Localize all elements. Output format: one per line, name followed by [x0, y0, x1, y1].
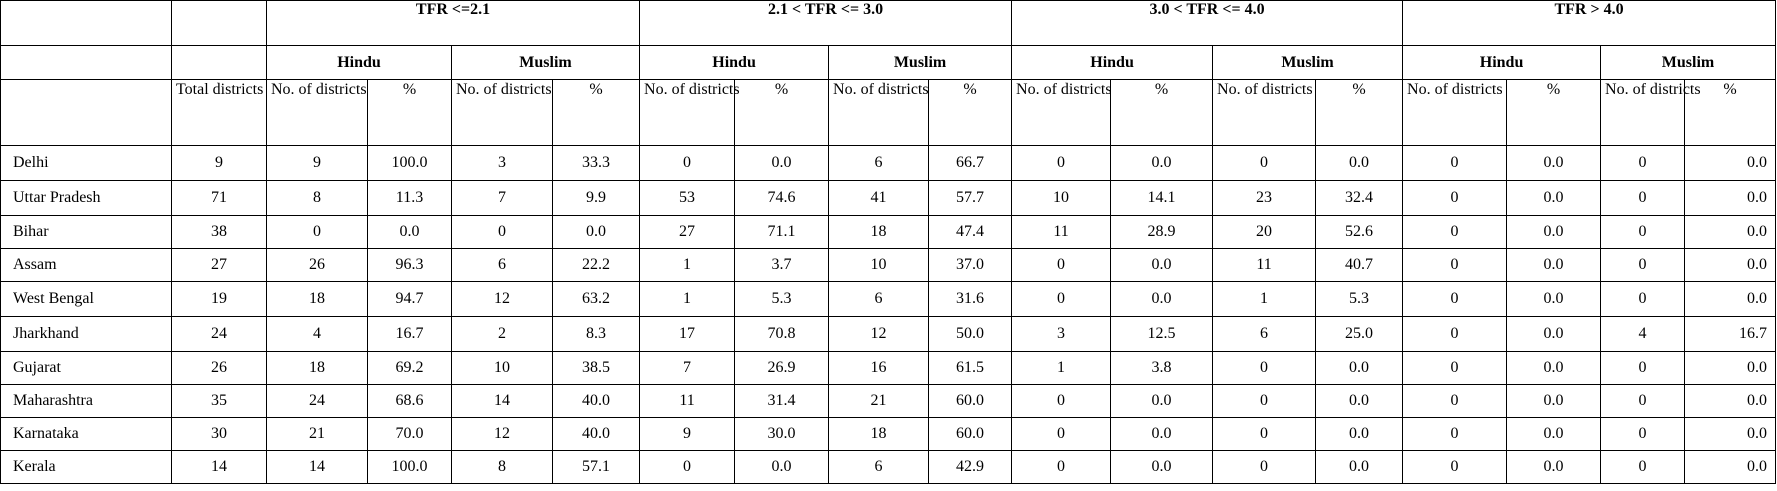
percent-cell: 63.2: [553, 282, 640, 317]
percent-cell: 0.0: [1316, 451, 1403, 484]
count-header: No. of districts: [1601, 80, 1685, 146]
district-count-cell: 7: [640, 352, 735, 385]
empty-header-cell: [1, 1, 172, 46]
percent-cell: 0.0: [1685, 451, 1776, 484]
district-count-cell: 0: [1012, 282, 1111, 317]
percent-cell: 0.0: [1507, 385, 1601, 418]
total-districts-cell: 71: [172, 181, 267, 216]
percent-header: %: [368, 80, 452, 146]
percent-cell: 40.0: [553, 418, 640, 451]
district-count-cell: 0: [1403, 282, 1507, 317]
district-count-cell: 0: [1601, 282, 1685, 317]
religion-header: Hindu: [267, 46, 452, 80]
percent-cell: 74.6: [735, 181, 829, 216]
percent-cell: 33.3: [553, 146, 640, 181]
percent-cell: 57.7: [929, 181, 1012, 216]
district-count-cell: 6: [829, 451, 929, 484]
percent-cell: 61.5: [929, 352, 1012, 385]
district-count-cell: 0: [1012, 146, 1111, 181]
percent-cell: 40.0: [553, 385, 640, 418]
percent-cell: 0.0: [1316, 385, 1403, 418]
district-count-cell: 0: [1601, 249, 1685, 282]
percent-cell: 5.3: [735, 282, 829, 317]
district-count-cell: 0: [1403, 317, 1507, 352]
percent-cell: 0.0: [1507, 181, 1601, 216]
district-count-cell: 3: [1012, 317, 1111, 352]
count-header: No. of districts: [1403, 80, 1507, 146]
percent-cell: 31.4: [735, 385, 829, 418]
state-name-cell: Delhi: [1, 146, 172, 181]
district-count-cell: 3: [452, 146, 553, 181]
percent-cell: 3.8: [1111, 352, 1213, 385]
district-count-cell: 0: [1601, 181, 1685, 216]
percent-header: %: [735, 80, 829, 146]
state-name-cell: Karnataka: [1, 418, 172, 451]
percent-cell: 0.0: [1111, 451, 1213, 484]
band-header: TFR <=2.1: [267, 1, 640, 46]
empty-header-cell: [1, 80, 172, 146]
state-name-cell: Maharashtra: [1, 385, 172, 418]
religion-header: Hindu: [640, 46, 829, 80]
percent-cell: 69.2: [368, 352, 452, 385]
percent-cell: 40.7: [1316, 249, 1403, 282]
percent-cell: 16.7: [368, 317, 452, 352]
district-count-cell: 0: [640, 146, 735, 181]
subheader-row: [1, 80, 1776, 146]
district-count-cell: 0: [267, 216, 368, 249]
percent-cell: 22.2: [553, 249, 640, 282]
total-districts-cell: 35: [172, 385, 267, 418]
district-count-cell: 53: [640, 181, 735, 216]
percent-cell: 0.0: [1111, 282, 1213, 317]
district-count-cell: 4: [267, 317, 368, 352]
percent-cell: 0.0: [1316, 352, 1403, 385]
district-count-cell: 0: [1601, 451, 1685, 484]
religion-header: Hindu: [1403, 46, 1601, 80]
religion-header: Muslim: [1213, 46, 1403, 80]
percent-cell: 100.0: [368, 146, 452, 181]
percent-cell: 0.0: [1316, 418, 1403, 451]
table-row: [1, 385, 1776, 418]
district-count-cell: 26: [267, 249, 368, 282]
percent-cell: 42.9: [929, 451, 1012, 484]
percent-cell: 26.9: [735, 352, 829, 385]
district-count-cell: 12: [452, 282, 553, 317]
district-count-cell: 0: [1601, 385, 1685, 418]
district-count-cell: 0: [1601, 216, 1685, 249]
district-count-cell: 8: [267, 181, 368, 216]
percent-cell: 0.0: [1111, 146, 1213, 181]
state-name-cell: Bihar: [1, 216, 172, 249]
percent-cell: 32.4: [1316, 181, 1403, 216]
table-row: [1, 282, 1776, 317]
district-count-cell: 0: [452, 216, 553, 249]
district-count-cell: 6: [829, 146, 929, 181]
table-row: [1, 216, 1776, 249]
count-header: No. of districts: [267, 80, 368, 146]
religion-header: Muslim: [829, 46, 1012, 80]
percent-cell: 28.9: [1111, 216, 1213, 249]
percent-cell: 5.3: [1316, 282, 1403, 317]
percent-cell: 25.0: [1316, 317, 1403, 352]
percent-cell: 14.1: [1111, 181, 1213, 216]
percent-cell: 0.0: [1507, 249, 1601, 282]
table-row: [1, 451, 1776, 484]
percent-cell: 0.0: [1507, 317, 1601, 352]
district-count-cell: 10: [1012, 181, 1111, 216]
district-count-cell: 18: [267, 282, 368, 317]
district-count-cell: 0: [1403, 181, 1507, 216]
district-count-cell: 1: [640, 282, 735, 317]
percent-cell: 52.6: [1316, 216, 1403, 249]
percent-cell: 71.1: [735, 216, 829, 249]
district-count-cell: 12: [829, 317, 929, 352]
percent-cell: 37.0: [929, 249, 1012, 282]
religion-header-row: [1, 46, 1776, 80]
percent-cell: 0.0: [735, 451, 829, 484]
district-count-cell: 0: [1403, 385, 1507, 418]
percent-cell: 0.0: [1507, 451, 1601, 484]
percent-cell: 96.3: [368, 249, 452, 282]
district-count-cell: 0: [1403, 216, 1507, 249]
percent-cell: 57.1: [553, 451, 640, 484]
district-count-cell: 0: [1403, 249, 1507, 282]
district-count-cell: 16: [829, 352, 929, 385]
district-count-cell: 24: [267, 385, 368, 418]
district-count-cell: 41: [829, 181, 929, 216]
district-count-cell: 0: [1012, 249, 1111, 282]
district-count-cell: 6: [1213, 317, 1316, 352]
percent-header: %: [1685, 80, 1776, 146]
district-count-cell: 27: [640, 216, 735, 249]
district-count-cell: 20: [1213, 216, 1316, 249]
percent-header: %: [1507, 80, 1601, 146]
percent-header: %: [553, 80, 640, 146]
percent-cell: 68.6: [368, 385, 452, 418]
district-count-cell: 0: [1213, 352, 1316, 385]
table-row: [1, 352, 1776, 385]
tfr-band-header-row: [1, 1, 1776, 46]
percent-cell: 0.0: [1507, 146, 1601, 181]
state-name-cell: Kerala: [1, 451, 172, 484]
table-row: [1, 418, 1776, 451]
district-count-cell: 0: [1601, 146, 1685, 181]
district-count-cell: 0: [1213, 418, 1316, 451]
district-count-cell: 14: [452, 385, 553, 418]
empty-header-cell: [172, 1, 267, 46]
band-header: TFR > 4.0: [1403, 1, 1776, 46]
district-count-cell: 10: [829, 249, 929, 282]
religion-header: Hindu: [1012, 46, 1213, 80]
count-header: No. of districts: [829, 80, 929, 146]
district-count-cell: 0: [1403, 451, 1507, 484]
percent-cell: 94.7: [368, 282, 452, 317]
percent-cell: 30.0: [735, 418, 829, 451]
percent-cell: 0.0: [1111, 385, 1213, 418]
district-count-cell: 0: [1403, 146, 1507, 181]
district-count-cell: 7: [452, 181, 553, 216]
percent-cell: 0.0: [1685, 181, 1776, 216]
district-count-cell: 14: [267, 451, 368, 484]
percent-cell: 0.0: [1507, 216, 1601, 249]
total-districts-cell: 30: [172, 418, 267, 451]
percent-cell: 0.0: [1507, 418, 1601, 451]
band-header: 3.0 < TFR <= 4.0: [1012, 1, 1403, 46]
district-count-cell: 6: [829, 282, 929, 317]
district-count-cell: 18: [267, 352, 368, 385]
percent-cell: 47.4: [929, 216, 1012, 249]
district-count-cell: 23: [1213, 181, 1316, 216]
state-name-cell: Jharkhand: [1, 317, 172, 352]
district-count-cell: 17: [640, 317, 735, 352]
state-name-cell: Assam: [1, 249, 172, 282]
percent-cell: 0.0: [735, 146, 829, 181]
percent-cell: 3.7: [735, 249, 829, 282]
district-count-cell: 0: [1403, 418, 1507, 451]
percent-cell: 60.0: [929, 418, 1012, 451]
percent-cell: 16.7: [1685, 317, 1776, 352]
percent-cell: 0.0: [1111, 418, 1213, 451]
district-count-cell: 9: [267, 146, 368, 181]
percent-cell: 50.0: [929, 317, 1012, 352]
district-count-cell: 4: [1601, 317, 1685, 352]
district-count-cell: 8: [452, 451, 553, 484]
percent-cell: 66.7: [929, 146, 1012, 181]
percent-header: %: [1316, 80, 1403, 146]
percent-cell: 11.3: [368, 181, 452, 216]
total-districts-cell: 14: [172, 451, 267, 484]
total-districts-cell: 19: [172, 282, 267, 317]
table-row: [1, 146, 1776, 181]
percent-cell: 0.0: [1685, 216, 1776, 249]
percent-cell: 0.0: [1316, 146, 1403, 181]
district-count-cell: 18: [829, 418, 929, 451]
percent-cell: 8.3: [553, 317, 640, 352]
district-count-cell: 0: [1213, 146, 1316, 181]
band-header: 2.1 < TFR <= 3.0: [640, 1, 1012, 46]
table-row: [1, 249, 1776, 282]
district-count-cell: 11: [1012, 216, 1111, 249]
district-count-cell: 0: [1601, 418, 1685, 451]
table-row: [1, 181, 1776, 216]
district-count-cell: 0: [1012, 385, 1111, 418]
district-count-cell: 21: [829, 385, 929, 418]
percent-cell: 0.0: [1685, 146, 1776, 181]
percent-cell: 0.0: [1507, 282, 1601, 317]
percent-cell: 9.9: [553, 181, 640, 216]
district-count-cell: 0: [1012, 451, 1111, 484]
district-count-cell: 6: [452, 249, 553, 282]
total-districts-cell: 38: [172, 216, 267, 249]
percent-header: %: [929, 80, 1012, 146]
percent-cell: 0.0: [553, 216, 640, 249]
religion-header: Muslim: [452, 46, 640, 80]
percent-cell: 38.5: [553, 352, 640, 385]
state-name-cell: West Bengal: [1, 282, 172, 317]
percent-cell: 60.0: [929, 385, 1012, 418]
district-count-cell: 2: [452, 317, 553, 352]
percent-cell: 0.0: [368, 216, 452, 249]
percent-cell: 0.0: [1685, 249, 1776, 282]
percent-cell: 100.0: [368, 451, 452, 484]
district-count-cell: 0: [1012, 418, 1111, 451]
count-header: No. of districts: [1213, 80, 1316, 146]
district-count-cell: 0: [1213, 385, 1316, 418]
district-count-cell: 12: [452, 418, 553, 451]
state-name-cell: Gujarat: [1, 352, 172, 385]
district-count-cell: 9: [640, 418, 735, 451]
total-districts-header: Total districts: [172, 80, 267, 146]
district-count-cell: 10: [452, 352, 553, 385]
percent-cell: 12.5: [1111, 317, 1213, 352]
empty-header-cell: [172, 46, 267, 80]
count-header: No. of districts: [1012, 80, 1111, 146]
percent-cell: 0.0: [1685, 385, 1776, 418]
percent-cell: 70.8: [735, 317, 829, 352]
count-header: No. of districts: [452, 80, 553, 146]
district-count-cell: 11: [640, 385, 735, 418]
percent-cell: 31.6: [929, 282, 1012, 317]
district-count-cell: 21: [267, 418, 368, 451]
total-districts-cell: 24: [172, 317, 267, 352]
empty-header-cell: [1, 46, 172, 80]
count-header: No. of districts: [640, 80, 735, 146]
percent-cell: 70.0: [368, 418, 452, 451]
district-count-cell: 0: [1601, 352, 1685, 385]
district-count-cell: 1: [1012, 352, 1111, 385]
district-count-cell: 18: [829, 216, 929, 249]
religion-header: Muslim: [1601, 46, 1776, 80]
district-count-cell: 1: [640, 249, 735, 282]
district-count-cell: 11: [1213, 249, 1316, 282]
district-count-cell: 1: [1213, 282, 1316, 317]
total-districts-cell: 27: [172, 249, 267, 282]
percent-cell: 0.0: [1685, 418, 1776, 451]
total-districts-cell: 9: [172, 146, 267, 181]
district-count-cell: 0: [640, 451, 735, 484]
percent-cell: 0.0: [1685, 282, 1776, 317]
percent-cell: 0.0: [1685, 352, 1776, 385]
table-body: [1, 146, 1776, 484]
percent-header: %: [1111, 80, 1213, 146]
state-name-cell: Uttar Pradesh: [1, 181, 172, 216]
percent-cell: 0.0: [1111, 249, 1213, 282]
table-row: [1, 317, 1776, 352]
total-districts-cell: 26: [172, 352, 267, 385]
percent-cell: 0.0: [1507, 352, 1601, 385]
district-count-cell: 0: [1403, 352, 1507, 385]
district-count-cell: 0: [1213, 451, 1316, 484]
